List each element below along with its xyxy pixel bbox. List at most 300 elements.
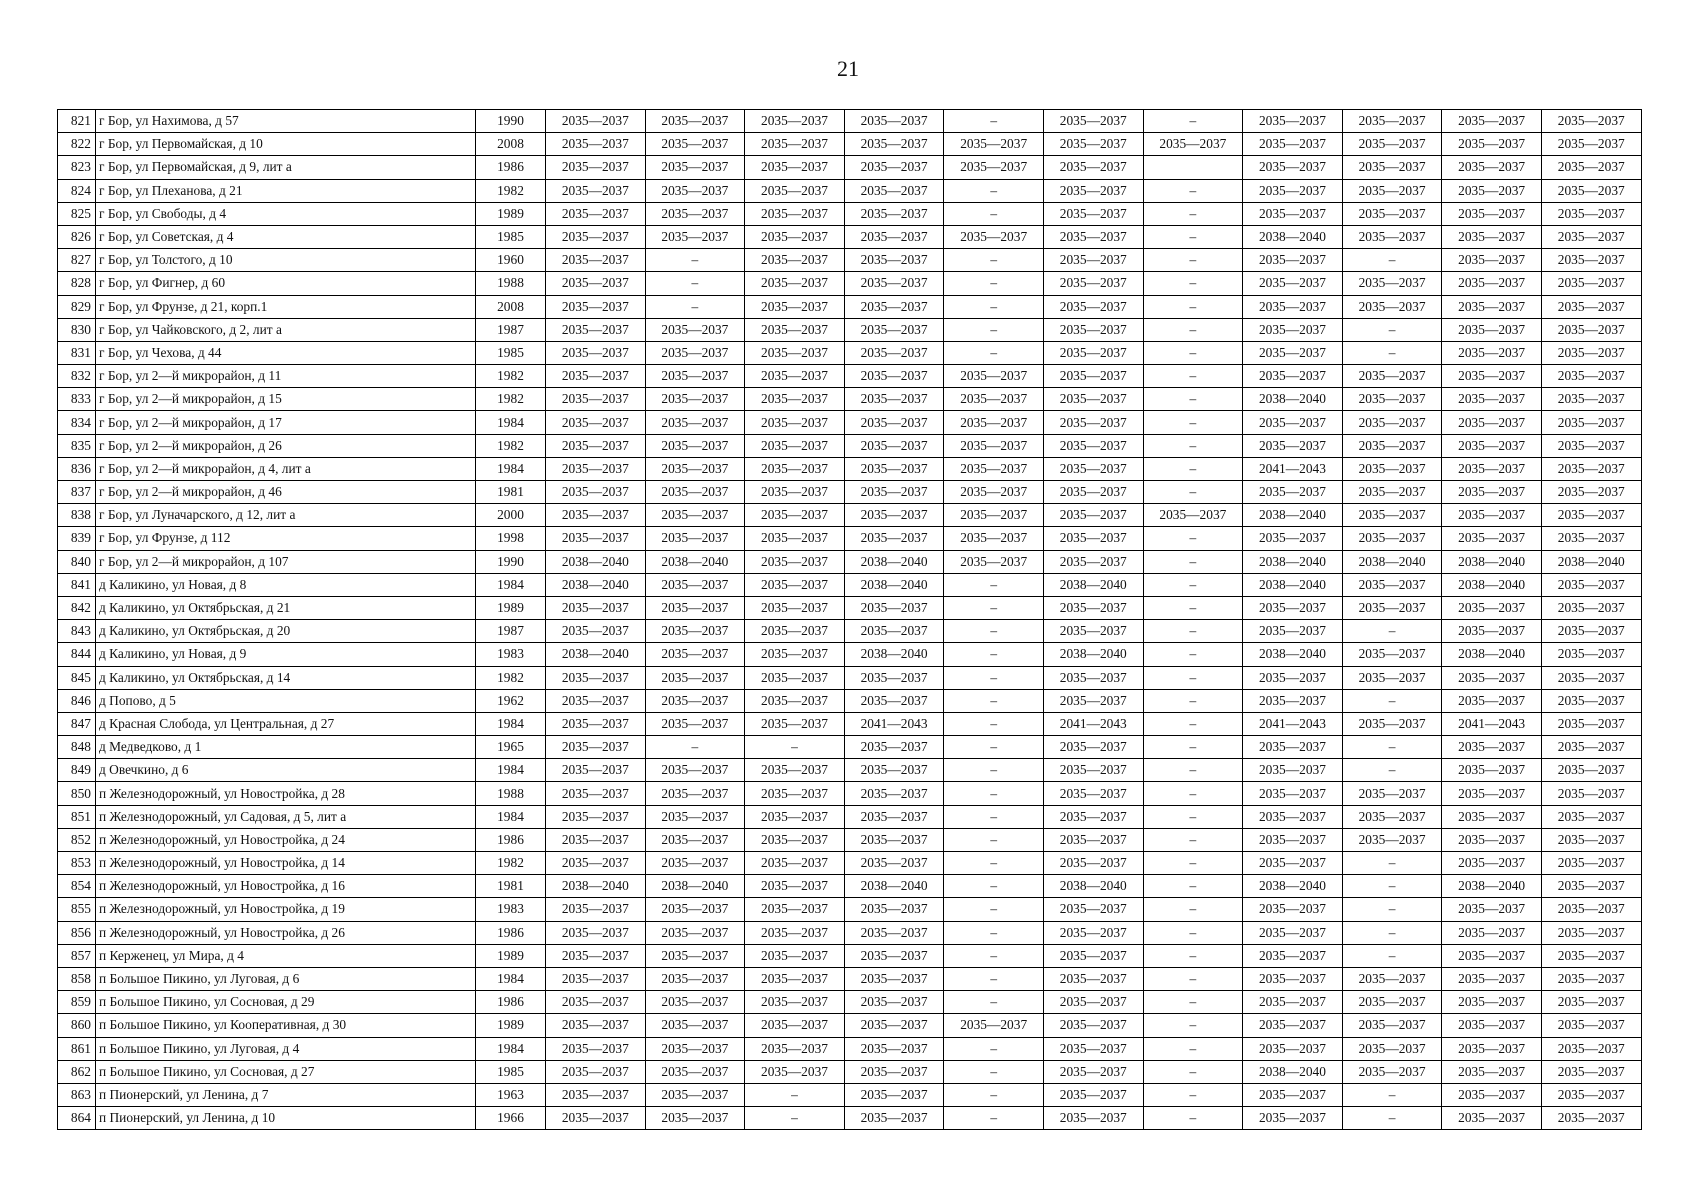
cell-period-3: 2035—2037	[745, 249, 845, 272]
cell-period-6: 2035—2037	[1043, 411, 1143, 434]
cell-period-9: 2035—2037	[1342, 1014, 1442, 1037]
cell-period-1: 2035—2037	[546, 202, 646, 225]
cell-period-3: 2035—2037	[745, 225, 845, 248]
cell-period-3: 2035—2037	[745, 1014, 845, 1037]
cell-period-6: 2035—2037	[1043, 481, 1143, 504]
cell-period-7: –	[1143, 852, 1243, 875]
cell-period-2: 2035—2037	[645, 434, 745, 457]
table-row	[58, 736, 1642, 759]
cell-period-11: 2035—2037	[1541, 365, 1641, 388]
cell-period-11: 2035—2037	[1541, 573, 1641, 596]
cell-period-7: –	[1143, 110, 1243, 133]
cell-period-7: –	[1143, 1014, 1243, 1037]
cell-period-7: –	[1143, 666, 1243, 689]
cell-period-4: 2035—2037	[844, 1083, 944, 1106]
cell-period-7: –	[1143, 596, 1243, 619]
cell-period-9: –	[1342, 921, 1442, 944]
cell-period-11: 2035—2037	[1541, 736, 1641, 759]
cell-period-2: –	[645, 736, 745, 759]
cell-address: г Бор, ул Луначарского, д 12, лит а	[96, 504, 476, 527]
cell-year: 1986	[476, 156, 546, 179]
cell-period-5: –	[944, 967, 1044, 990]
cell-period-5: –	[944, 944, 1044, 967]
cell-period-11: 2035—2037	[1541, 504, 1641, 527]
cell-period-1: 2038—2040	[546, 573, 646, 596]
cell-period-4: 2038—2040	[844, 573, 944, 596]
cell-period-2: 2035—2037	[645, 1107, 745, 1130]
cell-year: 1988	[476, 782, 546, 805]
cell-period-1: 2035—2037	[546, 736, 646, 759]
cell-year: 2008	[476, 133, 546, 156]
cell-period-10: 2035—2037	[1442, 689, 1542, 712]
cell-period-4: 2035—2037	[844, 527, 944, 550]
table-row	[58, 527, 1642, 550]
cell-row-number: 839	[58, 527, 96, 550]
cell-period-1: 2035—2037	[546, 527, 646, 550]
cell-period-5: –	[944, 712, 1044, 735]
cell-period-5: 2035—2037	[944, 411, 1044, 434]
cell-period-11: 2035—2037	[1541, 666, 1641, 689]
cell-year: 1982	[476, 365, 546, 388]
table-row	[58, 457, 1642, 480]
table-row	[58, 249, 1642, 272]
cell-period-3: 2035—2037	[745, 782, 845, 805]
cell-period-8: 2035—2037	[1243, 365, 1343, 388]
cell-period-1: 2038—2040	[546, 643, 646, 666]
cell-period-11: 2035—2037	[1541, 596, 1641, 619]
cell-period-3: 2035—2037	[745, 898, 845, 921]
cell-row-number: 844	[58, 643, 96, 666]
cell-period-4: 2035—2037	[844, 828, 944, 851]
cell-period-6: 2035—2037	[1043, 736, 1143, 759]
cell-period-7: –	[1143, 434, 1243, 457]
cell-period-7: –	[1143, 411, 1243, 434]
cell-period-10: 2035—2037	[1442, 225, 1542, 248]
table-row	[58, 110, 1642, 133]
cell-period-1: 2035—2037	[546, 689, 646, 712]
cell-year: 2000	[476, 504, 546, 527]
cell-period-11: 2035—2037	[1541, 643, 1641, 666]
cell-period-2: 2035—2037	[645, 712, 745, 735]
cell-period-8: 2035—2037	[1243, 133, 1343, 156]
table-row	[58, 225, 1642, 248]
cell-address: п Большое Пикино, ул Луговая, д 4	[96, 1037, 476, 1060]
cell-period-3: 2035—2037	[745, 504, 845, 527]
cell-period-8: 2035—2037	[1243, 481, 1343, 504]
cell-period-10: 2035—2037	[1442, 967, 1542, 990]
cell-period-9: –	[1342, 318, 1442, 341]
cell-period-8: 2035—2037	[1243, 295, 1343, 318]
cell-period-2: 2035—2037	[645, 620, 745, 643]
cell-period-10: 2035—2037	[1442, 898, 1542, 921]
cell-period-7	[1143, 156, 1243, 179]
cell-period-5: –	[944, 1060, 1044, 1083]
cell-period-5: –	[944, 179, 1044, 202]
cell-address: п Железнодорожный, ул Новостройка, д 24	[96, 828, 476, 851]
cell-period-10: 2035—2037	[1442, 1014, 1542, 1037]
cell-period-10: 2035—2037	[1442, 341, 1542, 364]
cell-period-10: 2038—2040	[1442, 875, 1542, 898]
cell-period-10: 2035—2037	[1442, 759, 1542, 782]
cell-year: 1982	[476, 852, 546, 875]
cell-row-number: 858	[58, 967, 96, 990]
cell-period-8: 2035—2037	[1243, 1107, 1343, 1130]
cell-period-1: 2035—2037	[546, 759, 646, 782]
table-row	[58, 1014, 1642, 1037]
cell-row-number: 854	[58, 875, 96, 898]
cell-address: п Большое Пикино, ул Кооперативная, д 30	[96, 1014, 476, 1037]
cell-period-5: –	[944, 898, 1044, 921]
cell-period-5: –	[944, 1083, 1044, 1106]
cell-period-4: 2035—2037	[844, 620, 944, 643]
cell-period-5: 2035—2037	[944, 457, 1044, 480]
cell-period-3: 2035—2037	[745, 272, 845, 295]
cell-period-3: 2035—2037	[745, 689, 845, 712]
cell-period-4: 2035—2037	[844, 1014, 944, 1037]
table-row	[58, 341, 1642, 364]
cell-row-number: 827	[58, 249, 96, 272]
cell-period-3: 2035—2037	[745, 133, 845, 156]
cell-period-6: 2035—2037	[1043, 110, 1143, 133]
table-row	[58, 573, 1642, 596]
cell-period-5: –	[944, 1037, 1044, 1060]
cell-period-6: 2035—2037	[1043, 272, 1143, 295]
cell-row-number: 856	[58, 921, 96, 944]
cell-period-4: 2035—2037	[844, 991, 944, 1014]
cell-address: г Бор, ул 2—й микрорайон, д 17	[96, 411, 476, 434]
cell-year: 1965	[476, 736, 546, 759]
cell-period-9: 2035—2037	[1342, 596, 1442, 619]
cell-period-11: 2035—2037	[1541, 110, 1641, 133]
cell-period-6: 2035—2037	[1043, 944, 1143, 967]
table-row	[58, 898, 1642, 921]
cell-period-2: 2035—2037	[645, 689, 745, 712]
cell-address: г Бор, ул Советская, д 4	[96, 225, 476, 248]
cell-period-3: 2035—2037	[745, 388, 845, 411]
cell-period-2: 2035—2037	[645, 1014, 745, 1037]
cell-period-7: –	[1143, 620, 1243, 643]
cell-period-6: 2035—2037	[1043, 596, 1143, 619]
cell-period-6: 2035—2037	[1043, 225, 1143, 248]
cell-address: п Железнодорожный, ул Новостройка, д 19	[96, 898, 476, 921]
cell-period-1: 2035—2037	[546, 249, 646, 272]
cell-address: г Бор, ул Толстого, д 10	[96, 249, 476, 272]
cell-period-2: 2035—2037	[645, 1060, 745, 1083]
table-row	[58, 944, 1642, 967]
cell-period-1: 2035—2037	[546, 1037, 646, 1060]
cell-period-5: –	[944, 1107, 1044, 1130]
cell-address: г Бор, ул Первомайская, д 10	[96, 133, 476, 156]
cell-period-3: 2035—2037	[745, 1060, 845, 1083]
cell-address: г Бор, ул Первомайская, д 9, лит а	[96, 156, 476, 179]
cell-period-1: 2035—2037	[546, 295, 646, 318]
cell-period-5: 2035—2037	[944, 365, 1044, 388]
cell-year: 1986	[476, 991, 546, 1014]
cell-period-10: 2035—2037	[1442, 736, 1542, 759]
cell-address: г Бор, ул Плеханова, д 21	[96, 179, 476, 202]
cell-period-2: 2035—2037	[645, 828, 745, 851]
cell-address: г Бор, ул Свободы, д 4	[96, 202, 476, 225]
cell-row-number: 862	[58, 1060, 96, 1083]
cell-year: 1984	[476, 457, 546, 480]
table-row	[58, 875, 1642, 898]
cell-row-number: 838	[58, 504, 96, 527]
cell-period-8: 2035—2037	[1243, 272, 1343, 295]
cell-year: 1983	[476, 643, 546, 666]
cell-period-9: –	[1342, 1083, 1442, 1106]
cell-address: п Железнодорожный, ул Садовая, д 5, лит а	[96, 805, 476, 828]
cell-period-7: –	[1143, 991, 1243, 1014]
cell-row-number: 847	[58, 712, 96, 735]
cell-period-9: 2035—2037	[1342, 967, 1442, 990]
cell-period-10: 2035—2037	[1442, 1037, 1542, 1060]
cell-period-4: 2035—2037	[844, 249, 944, 272]
cell-address: п Железнодорожный, ул Новостройка, д 28	[96, 782, 476, 805]
cell-period-10: 2035—2037	[1442, 596, 1542, 619]
cell-period-9: 2035—2037	[1342, 573, 1442, 596]
cell-period-1: 2035—2037	[546, 179, 646, 202]
cell-period-10: 2038—2040	[1442, 643, 1542, 666]
cell-period-6: 2035—2037	[1043, 1037, 1143, 1060]
cell-period-11: 2035—2037	[1541, 481, 1641, 504]
table-row	[58, 202, 1642, 225]
cell-period-7: 2035—2037	[1143, 504, 1243, 527]
cell-period-5: –	[944, 643, 1044, 666]
cell-period-5: –	[944, 736, 1044, 759]
cell-period-8: 2035—2037	[1243, 620, 1343, 643]
cell-period-4: 2035—2037	[844, 365, 944, 388]
table-row	[58, 411, 1642, 434]
cell-period-9: 2035—2037	[1342, 272, 1442, 295]
cell-period-10: 2035—2037	[1442, 133, 1542, 156]
cell-period-9: 2035—2037	[1342, 504, 1442, 527]
cell-period-9: 2035—2037	[1342, 481, 1442, 504]
cell-period-10: 2035—2037	[1442, 202, 1542, 225]
cell-period-8: 2035—2037	[1243, 110, 1343, 133]
cell-year: 1982	[476, 434, 546, 457]
cell-period-9: 2035—2037	[1342, 365, 1442, 388]
cell-period-2: 2035—2037	[645, 202, 745, 225]
cell-period-2: 2035—2037	[645, 504, 745, 527]
cell-row-number: 863	[58, 1083, 96, 1106]
cell-period-11: 2035—2037	[1541, 1037, 1641, 1060]
cell-period-1: 2035—2037	[546, 434, 646, 457]
cell-address: д Каликино, ул Новая, д 9	[96, 643, 476, 666]
cell-period-2: 2035—2037	[645, 341, 745, 364]
cell-address: д Овечкино, д 6	[96, 759, 476, 782]
cell-row-number: 846	[58, 689, 96, 712]
cell-period-1: 2035—2037	[546, 991, 646, 1014]
cell-period-6: 2035—2037	[1043, 852, 1143, 875]
cell-row-number: 842	[58, 596, 96, 619]
cell-year: 1989	[476, 944, 546, 967]
cell-period-7: –	[1143, 1060, 1243, 1083]
cell-address: п Железнодорожный, ул Новостройка, д 16	[96, 875, 476, 898]
cell-period-9: –	[1342, 689, 1442, 712]
cell-period-11: 2035—2037	[1541, 921, 1641, 944]
cell-year: 1987	[476, 318, 546, 341]
cell-period-5: –	[944, 991, 1044, 1014]
cell-period-7: –	[1143, 643, 1243, 666]
cell-period-8: 2038—2040	[1243, 550, 1343, 573]
cell-address: г Бор, ул Нахимова, д 57	[96, 110, 476, 133]
table-row	[58, 712, 1642, 735]
cell-period-9: 2035—2037	[1342, 643, 1442, 666]
cell-period-2: 2035—2037	[645, 898, 745, 921]
cell-period-10: 2035—2037	[1442, 179, 1542, 202]
cell-period-5: 2035—2037	[944, 504, 1044, 527]
cell-period-4: 2035—2037	[844, 179, 944, 202]
cell-period-2: 2035—2037	[645, 457, 745, 480]
cell-period-1: 2035—2037	[546, 1083, 646, 1106]
cell-period-7: –	[1143, 341, 1243, 364]
cell-period-3: 2035—2037	[745, 759, 845, 782]
cell-period-8: 2035—2037	[1243, 341, 1343, 364]
cell-period-1: 2035—2037	[546, 944, 646, 967]
cell-row-number: 851	[58, 805, 96, 828]
cell-period-4: 2035—2037	[844, 481, 944, 504]
cell-period-5: –	[944, 272, 1044, 295]
cell-period-6: 2035—2037	[1043, 1107, 1143, 1130]
cell-period-8: 2035—2037	[1243, 736, 1343, 759]
cell-period-6: 2035—2037	[1043, 1060, 1143, 1083]
cell-period-1: 2035—2037	[546, 411, 646, 434]
cell-period-10: 2038—2040	[1442, 550, 1542, 573]
cell-row-number: 849	[58, 759, 96, 782]
cell-period-3: 2035—2037	[745, 991, 845, 1014]
cell-period-3: 2035—2037	[745, 921, 845, 944]
cell-period-10: 2035—2037	[1442, 991, 1542, 1014]
cell-period-10: 2035—2037	[1442, 272, 1542, 295]
cell-period-11: 2035—2037	[1541, 875, 1641, 898]
cell-period-10: 2035—2037	[1442, 457, 1542, 480]
cell-row-number: 836	[58, 457, 96, 480]
cell-period-10: 2035—2037	[1442, 921, 1542, 944]
cell-row-number: 864	[58, 1107, 96, 1130]
cell-period-7: 2035—2037	[1143, 133, 1243, 156]
cell-period-5: –	[944, 666, 1044, 689]
cell-period-9: –	[1342, 852, 1442, 875]
schedule-table	[57, 109, 1642, 1130]
cell-period-1: 2035—2037	[546, 1107, 646, 1130]
cell-period-3: 2035—2037	[745, 596, 845, 619]
cell-period-3: 2035—2037	[745, 457, 845, 480]
cell-period-2: 2035—2037	[645, 596, 745, 619]
cell-period-2: 2035—2037	[645, 852, 745, 875]
table-row	[58, 689, 1642, 712]
cell-year: 1989	[476, 1014, 546, 1037]
cell-period-1: 2035—2037	[546, 620, 646, 643]
cell-period-8: 2038—2040	[1243, 643, 1343, 666]
cell-period-2: 2038—2040	[645, 550, 745, 573]
cell-period-10: 2035—2037	[1442, 249, 1542, 272]
cell-period-6: 2035—2037	[1043, 295, 1143, 318]
cell-period-1: 2035—2037	[546, 921, 646, 944]
cell-period-7: –	[1143, 944, 1243, 967]
cell-period-10: 2035—2037	[1442, 504, 1542, 527]
cell-period-11: 2035—2037	[1541, 805, 1641, 828]
cell-period-1: 2038—2040	[546, 550, 646, 573]
cell-period-2: 2035—2037	[645, 481, 745, 504]
cell-period-9: 2035—2037	[1342, 805, 1442, 828]
cell-period-3: 2035—2037	[745, 643, 845, 666]
cell-period-5: –	[944, 921, 1044, 944]
cell-period-7: –	[1143, 179, 1243, 202]
cell-period-3: 2035—2037	[745, 712, 845, 735]
page-number: 21	[837, 56, 859, 81]
cell-period-6: 2035—2037	[1043, 388, 1143, 411]
cell-year: 1984	[476, 805, 546, 828]
cell-address: п Большое Пикино, ул Сосновая, д 27	[96, 1060, 476, 1083]
cell-period-8: 2038—2040	[1243, 388, 1343, 411]
cell-period-10: 2035—2037	[1442, 620, 1542, 643]
cell-year: 1983	[476, 898, 546, 921]
cell-period-8: 2035—2037	[1243, 852, 1343, 875]
cell-period-11: 2035—2037	[1541, 898, 1641, 921]
cell-period-5: 2035—2037	[944, 156, 1044, 179]
cell-period-3: 2035—2037	[745, 341, 845, 364]
cell-period-5: 2035—2037	[944, 225, 1044, 248]
cell-row-number: 852	[58, 828, 96, 851]
cell-period-7: –	[1143, 1037, 1243, 1060]
cell-period-5: 2035—2037	[944, 434, 1044, 457]
cell-period-1: 2035—2037	[546, 1060, 646, 1083]
cell-period-1: 2035—2037	[546, 898, 646, 921]
cell-period-4: 2035—2037	[844, 689, 944, 712]
cell-period-7: –	[1143, 828, 1243, 851]
cell-period-5: –	[944, 573, 1044, 596]
cell-period-4: 2035—2037	[844, 898, 944, 921]
cell-address: д Красная Слобода, ул Центральная, д 27	[96, 712, 476, 735]
cell-period-11: 2035—2037	[1541, 689, 1641, 712]
cell-period-11: 2035—2037	[1541, 759, 1641, 782]
cell-period-7: –	[1143, 875, 1243, 898]
cell-period-4: 2035—2037	[844, 921, 944, 944]
cell-year: 1990	[476, 110, 546, 133]
table-body	[58, 110, 1642, 1130]
cell-period-4: 2035—2037	[844, 504, 944, 527]
cell-period-7: –	[1143, 457, 1243, 480]
cell-year: 1985	[476, 1060, 546, 1083]
cell-period-11: 2035—2037	[1541, 1014, 1641, 1037]
cell-period-6: 2035—2037	[1043, 967, 1143, 990]
cell-address: г Бор, ул Чехова, д 44	[96, 341, 476, 364]
table-row	[58, 318, 1642, 341]
cell-period-7: –	[1143, 481, 1243, 504]
cell-period-6: 2035—2037	[1043, 1083, 1143, 1106]
cell-period-4: 2035—2037	[844, 318, 944, 341]
cell-row-number: 828	[58, 272, 96, 295]
cell-period-6: 2041—2043	[1043, 712, 1143, 735]
cell-period-3: 2035—2037	[745, 550, 845, 573]
cell-period-8: 2035—2037	[1243, 1037, 1343, 1060]
cell-period-2: 2035—2037	[645, 179, 745, 202]
cell-period-8: 2035—2037	[1243, 1083, 1343, 1106]
cell-period-6: 2035—2037	[1043, 666, 1143, 689]
cell-address: п Большое Пикино, ул Сосновая, д 29	[96, 991, 476, 1014]
cell-period-4: 2035—2037	[844, 736, 944, 759]
cell-period-11: 2035—2037	[1541, 179, 1641, 202]
cell-period-9: –	[1342, 944, 1442, 967]
cell-row-number: 835	[58, 434, 96, 457]
cell-period-9: 2035—2037	[1342, 828, 1442, 851]
cell-period-10: 2035—2037	[1442, 828, 1542, 851]
cell-period-9: 2038—2040	[1342, 550, 1442, 573]
cell-year: 1989	[476, 596, 546, 619]
cell-period-10: 2035—2037	[1442, 295, 1542, 318]
cell-period-4: 2035—2037	[844, 805, 944, 828]
cell-period-7: –	[1143, 295, 1243, 318]
